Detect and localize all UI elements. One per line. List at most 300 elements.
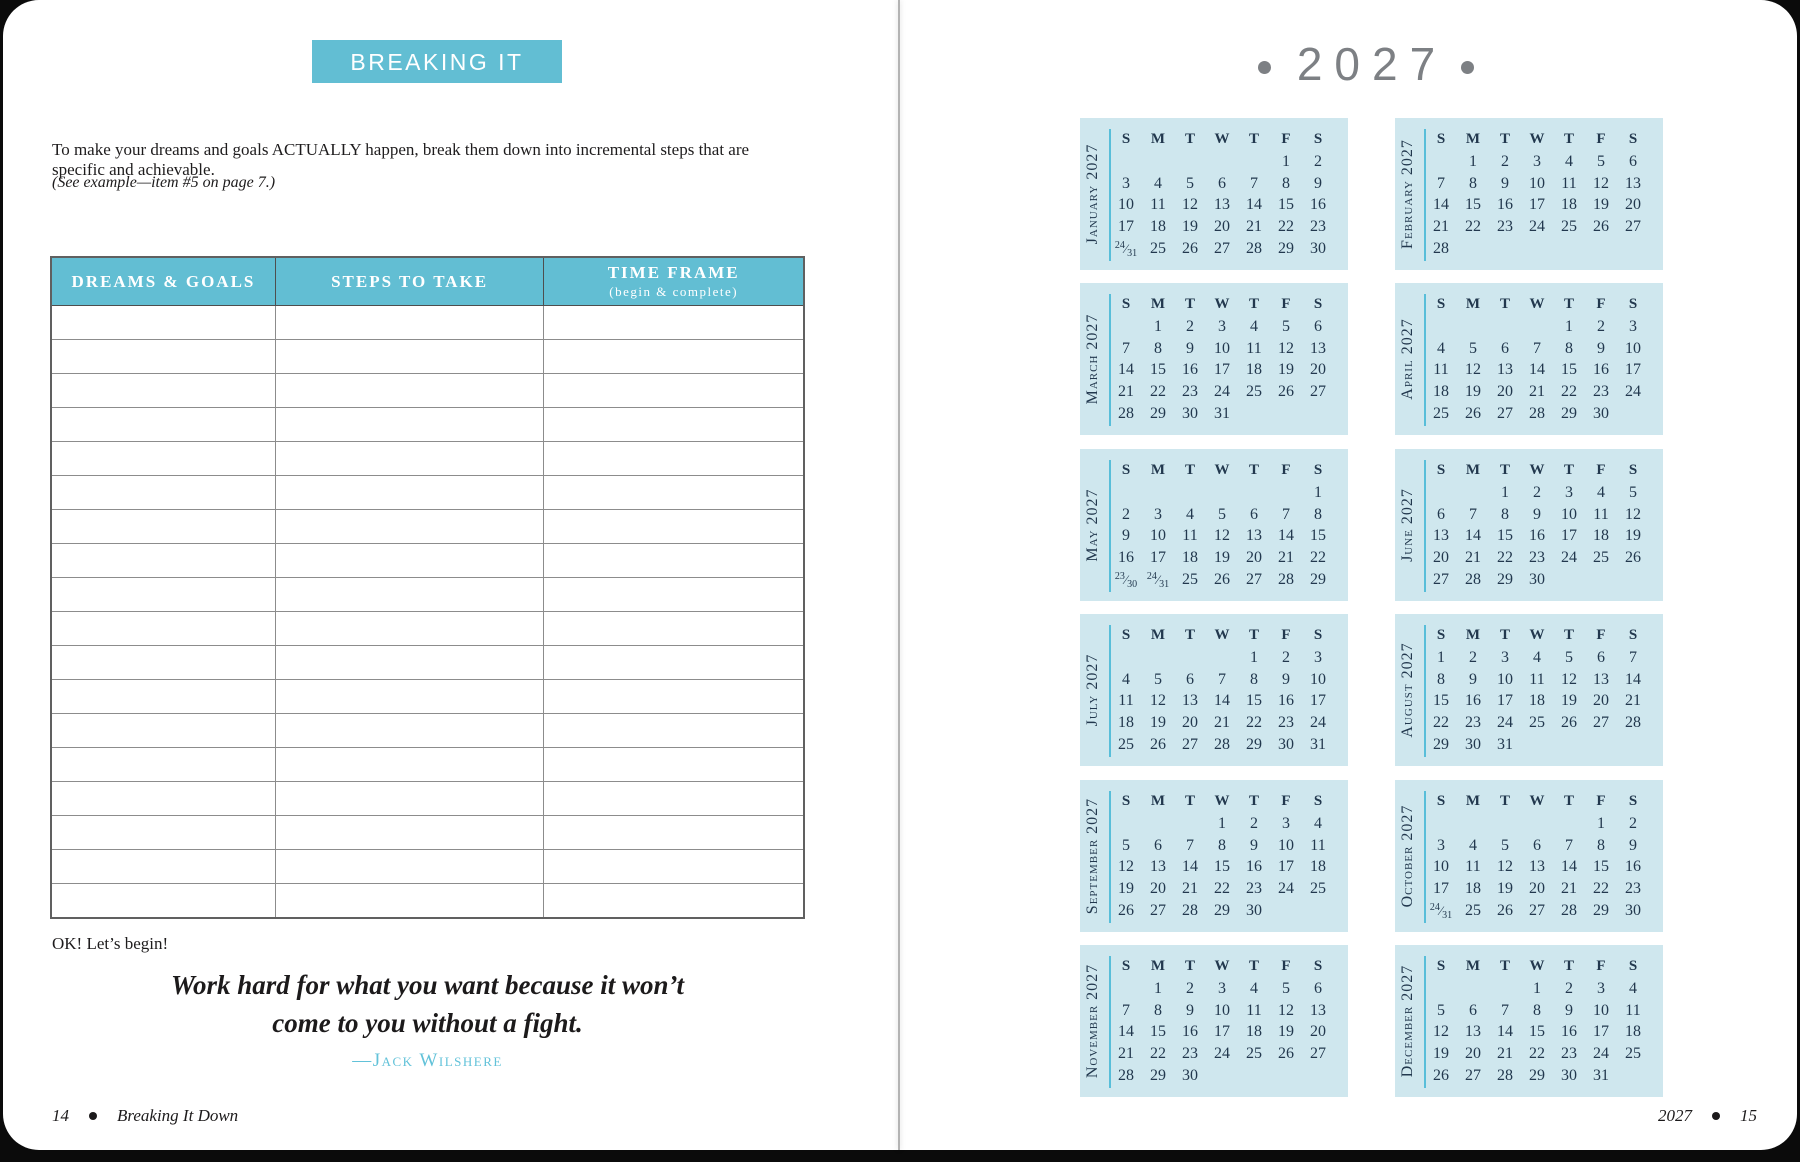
date-cell [1585,569,1617,591]
date-cell: 3 [1282,814,1290,832]
day-header: S [1436,296,1446,313]
date-cell: 7 [1565,836,1573,854]
date-cell: 6 [1218,174,1226,192]
date-cell: 2 [1282,648,1290,666]
date-cell: 25 [1529,714,1545,732]
date-cell: 19 [1497,880,1513,898]
date-cell: 28 [1529,405,1545,423]
date-cell: 28 [1246,240,1262,258]
day-header: T [1563,131,1574,148]
date-cell: 27 [1310,383,1326,401]
day-header: S [1313,131,1323,148]
day-header: W [1529,793,1545,810]
date-cell: 15 [1593,858,1609,876]
goals-table-cell [51,476,275,510]
day-header: F [1281,462,1291,479]
month-grid [1110,625,1334,756]
date-cell: 12 [1150,692,1166,710]
goals-table-row [51,578,804,612]
goals-table-cell [275,408,543,442]
date-cell: $^{24}$⁄31 [1146,570,1170,590]
date-cell: 22 [1150,1045,1166,1063]
month-grid [1425,625,1649,756]
goals-table-cell [51,748,275,782]
day-header: T [1184,627,1195,644]
date-cell: 4 [1597,483,1605,501]
date-cell: 11 [1246,339,1262,357]
date-cell: 21 [1625,692,1641,710]
date-cell: 24 [1593,1045,1609,1063]
date-cell: 21 [1214,714,1230,732]
date-cell: 25 [1310,880,1326,898]
date-cell: 25 [1246,1045,1262,1063]
date-cell: 26 [1118,902,1134,920]
right-page-number: 15 [1740,1106,1757,1125]
date-cell: 8 [1250,670,1258,688]
date-cell: 15 [1497,527,1513,545]
date-cell: 14 [1529,361,1545,379]
date-cell: 21 [1278,549,1294,567]
date-cell: 27 [1625,218,1641,236]
date-cell: 9 [1122,527,1130,545]
date-cell: 12 [1278,1001,1294,1019]
day-header: W [1214,793,1230,810]
goals-table-cell [544,476,804,510]
goals-table-cell [51,510,275,544]
goals-table-cell [275,782,543,816]
date-cell: 15 [1246,692,1262,710]
date-cell: 28 [1561,902,1577,920]
date-cell [1270,403,1302,425]
quote-text [50,966,805,1042]
day-header: S [1628,793,1638,810]
calendar-august-2027 [1395,614,1663,766]
date-cell: 1 [1218,814,1226,832]
date-cell: 14 [1278,527,1294,545]
day-header: W [1214,958,1230,975]
date-cell: 16 [1593,361,1609,379]
goals-table-row [51,748,804,782]
day-header: S [1628,131,1638,148]
date-cell: 4 [1629,979,1637,997]
date-cell: 8 [1469,174,1477,192]
date-cell: 26 [1625,549,1641,567]
date-cell: 18 [1529,692,1545,710]
date-cell: 17 [1278,858,1294,876]
date-cell: 21 [1118,1045,1134,1063]
date-cell: 23 [1465,714,1481,732]
day-header: S [1313,793,1323,810]
date-cell: 14 [1118,361,1134,379]
month-label: November 2027 [1084,963,1101,1079]
date-cell: 1 [1437,648,1445,666]
date-cell: 20 [1593,692,1609,710]
footer-bullet-icon [1712,1112,1720,1120]
day-header: S [1313,296,1323,313]
date-cell: 24 [1310,714,1326,732]
date-cell: 25 [1593,549,1609,567]
date-cell: 12 [1182,196,1198,214]
date-cell [1457,238,1489,260]
date-cell: 9 [1565,1001,1573,1019]
date-cell: 13 [1497,361,1513,379]
day-header: F [1596,131,1606,148]
date-cell: 24 [1214,383,1230,401]
date-cell: 2 [1314,152,1322,170]
date-cell [1270,900,1302,922]
date-cell: 3 [1122,174,1130,192]
date-cell: 4 [1250,979,1258,997]
date-cell: 5 [1501,836,1509,854]
date-cell: 1 [1565,317,1573,335]
date-cell: 14 [1182,858,1198,876]
day-header: F [1596,793,1606,810]
date-cell: 16 [1465,692,1481,710]
date-cell: 3 [1314,648,1322,666]
date-cell: 19 [1214,549,1230,567]
goals-table-row [51,476,804,510]
month-grid [1110,294,1334,425]
day-header: S [1121,131,1131,148]
date-cell: 5 [1565,648,1573,666]
goals-table-cell [544,578,804,612]
date-cell: 26 [1214,571,1230,589]
date-cell: 18 [1246,1023,1262,1041]
date-cell: 5 [1186,174,1194,192]
year-title-text: 2027 [1296,38,1448,90]
day-header: S [1121,296,1131,313]
day-header: S [1121,462,1131,479]
month-label: April 2027 [1399,318,1416,400]
date-cell: 23 [1561,1045,1577,1063]
date-cell [1425,813,1457,835]
date-cell: 12 [1433,1023,1449,1041]
date-cell [1457,813,1489,835]
intro-note: (See example—item #5 on page 7.) [52,174,276,191]
date-cell: 23 [1278,714,1294,732]
date-cell: 14 [1465,527,1481,545]
date-cell: 19 [1625,527,1641,545]
date-cell: 12 [1278,339,1294,357]
date-cell: 1 [1501,483,1509,501]
month-label: September 2027 [1084,797,1101,915]
date-cell: 30 [1529,571,1545,589]
day-header: S [1121,627,1131,644]
month-label: June 2027 [1399,488,1416,562]
date-cell: 14 [1118,1023,1134,1041]
goals-table-cell [51,306,275,340]
lets-begin-text: OK! Let’s begin! [52,934,169,953]
date-cell: 6 [1250,505,1258,523]
date-cell: 1 [1282,152,1290,170]
date-cell [1110,151,1142,173]
date-cell: 21 [1118,383,1134,401]
date-cell: 29 [1150,1067,1166,1085]
goals-table-cell [275,646,543,680]
day-header: M [1465,462,1481,479]
date-cell: 27 [1465,1067,1481,1085]
month-grid [1425,791,1649,922]
goals-table-cell [544,408,804,442]
date-cell [1617,403,1649,425]
date-cell: 11 [1150,196,1166,214]
date-cell: 30 [1182,1067,1198,1085]
calendar-december-2027 [1395,945,1663,1097]
date-cell: 13 [1433,527,1449,545]
goals-table-cell [544,748,804,782]
date-cell: 13 [1150,858,1166,876]
date-cell [1142,813,1174,835]
date-cell: 21 [1246,218,1262,236]
month-label: October 2027 [1399,804,1416,908]
goals-table-cell [51,612,275,646]
date-cell [1521,734,1553,756]
date-cell: 4 [1565,152,1573,170]
date-cell: 26 [1278,383,1294,401]
date-cell: 17 [1150,549,1166,567]
date-cell: 18 [1465,880,1481,898]
date-cell [1110,813,1142,835]
date-cell: 10 [1433,858,1449,876]
col-header-steps-to-take: STEPS TO TAKE [275,257,543,306]
date-cell: 7 [1469,505,1477,523]
date-cell: 10 [1214,1001,1230,1019]
date-cell: 6 [1314,979,1322,997]
date-cell: 30 [1593,405,1609,423]
date-cell [1425,151,1457,173]
goals-table-cell [275,884,543,919]
date-cell: 6 [1186,670,1194,688]
date-cell: 6 [1533,836,1541,854]
day-header: T [1248,462,1259,479]
date-cell: 8 [1218,836,1226,854]
date-cell: 10 [1529,174,1545,192]
date-cell: 27 [1310,1045,1326,1063]
date-cell [1174,813,1206,835]
day-header: T [1248,627,1259,644]
day-header: M [1465,793,1481,810]
date-cell: 3 [1629,317,1637,335]
date-cell: 5 [1437,1001,1445,1019]
date-cell: 3 [1437,836,1445,854]
date-cell: 8 [1501,505,1509,523]
date-cell [1521,316,1553,338]
date-cell: 7 [1122,339,1130,357]
goals-table-cell [275,612,543,646]
goals-table-cell [275,816,543,850]
date-cell: 4 [1533,648,1541,666]
date-cell: 5 [1282,979,1290,997]
date-cell: 15 [1150,361,1166,379]
date-cell: 21 [1529,383,1545,401]
calendar-september-2027 [1080,780,1348,932]
goals-table-cell [275,340,543,374]
day-header: M [1465,131,1481,148]
date-cell: 20 [1150,880,1166,898]
date-cell: $^{23}$⁄30 [1114,570,1138,590]
date-cell: 19 [1278,1023,1294,1041]
day-header: T [1248,958,1259,975]
date-cell: $^{24}$⁄31 [1429,901,1453,921]
date-cell: 9 [1501,174,1509,192]
date-cell: 3 [1565,483,1573,501]
left-footer-section: Breaking It Down [117,1106,239,1125]
date-cell: 2 [1250,814,1258,832]
day-header: T [1499,462,1510,479]
date-cell: 22 [1278,218,1294,236]
date-cell: 20 [1310,361,1326,379]
date-cell: 17 [1593,1023,1609,1041]
calendar-march-2027 [1080,283,1348,435]
date-cell: 17 [1561,527,1577,545]
date-cell: 15 [1150,1023,1166,1041]
date-cell: 5 [1122,836,1130,854]
date-cell: 6 [1469,1001,1477,1019]
goals-table-row [51,306,804,340]
date-cell: 29 [1150,405,1166,423]
page-fold [898,0,900,1150]
date-cell: 31 [1497,736,1513,754]
goals-table-cell [544,442,804,476]
goals-table-row [51,646,804,680]
day-header: S [1436,131,1446,148]
date-cell: 22 [1497,549,1513,567]
date-cell [1617,734,1649,756]
goals-table-row [51,544,804,578]
date-cell [1238,151,1270,173]
goals-table-header-row [51,257,804,306]
goals-table-cell [275,680,543,714]
date-cell: 30 [1465,736,1481,754]
date-cell: 5 [1154,670,1162,688]
date-cell: 15 [1529,1023,1545,1041]
goals-table-cell [544,680,804,714]
day-header: W [1214,627,1230,644]
date-cell: 16 [1118,549,1134,567]
date-cell [1110,978,1142,1000]
time-frame-label: TIME FRAME [607,263,740,282]
date-cell: 25 [1118,736,1134,754]
year-title [1166,36,1566,92]
date-cell: 1 [1154,979,1162,997]
date-cell: 9 [1469,670,1477,688]
date-cell: 27 [1246,571,1262,589]
date-cell: 23 [1625,880,1641,898]
date-cell: 8 [1565,339,1573,357]
date-cell: 16 [1182,361,1198,379]
date-cell: 10 [1278,836,1294,854]
day-header: F [1281,131,1291,148]
day-header: W [1214,131,1230,148]
date-cell: 8 [1282,174,1290,192]
date-cell: 28 [1214,736,1230,754]
date-cell: 6 [1629,152,1637,170]
date-cell: 9 [1186,1001,1194,1019]
day-header: S [1628,627,1638,644]
goals-table-cell [275,306,543,340]
date-cell: 30 [1625,902,1641,920]
day-header: T [1184,958,1195,975]
quote-line-2: come to you without a fight. [272,1008,583,1038]
calendar-april-2027 [1395,283,1663,435]
date-cell: 27 [1214,240,1230,258]
goals-table-row [51,884,804,919]
date-cell: 7 [1533,339,1541,357]
goals-table-row [51,850,804,884]
date-cell: 4 [1437,339,1445,357]
date-cell [1425,482,1457,504]
date-cell: 8 [1314,505,1322,523]
date-cell: 18 [1182,549,1198,567]
date-cell: 7 [1501,1001,1509,1019]
date-cell: 14 [1246,196,1262,214]
date-cell: 4 [1154,174,1162,192]
date-cell: 16 [1246,858,1262,876]
date-cell: 4 [1469,836,1477,854]
date-cell: 12 [1561,670,1577,688]
title-right-dot-icon [1461,61,1474,74]
date-cell: 26 [1433,1067,1449,1085]
date-cell: 20 [1465,1045,1481,1063]
date-cell: 1 [1314,483,1322,501]
date-cell [1302,900,1334,922]
date-cell: 17 [1625,361,1641,379]
date-cell: 23 [1246,880,1262,898]
date-cell: 24 [1625,383,1641,401]
date-cell: 3 [1154,505,1162,523]
day-header: W [1214,462,1230,479]
goals-table-cell [275,476,543,510]
date-cell: 19 [1118,880,1134,898]
date-cell [1521,813,1553,835]
date-cell: 14 [1497,1023,1513,1041]
date-cell: 27 [1433,571,1449,589]
date-cell: 29 [1214,902,1230,920]
date-cell: 25 [1465,902,1481,920]
calendar-june-2027 [1395,449,1663,601]
date-cell [1489,238,1521,260]
date-cell: 7 [1629,648,1637,666]
date-cell: 19 [1465,383,1481,401]
month-label: May 2027 [1084,488,1101,562]
date-cell [1302,403,1334,425]
date-cell: 13 [1529,858,1545,876]
month-grid [1110,129,1334,260]
date-cell [1617,569,1649,591]
date-cell: 9 [1629,836,1637,854]
date-cell: 20 [1625,196,1641,214]
date-cell [1270,482,1302,504]
date-cell: 10 [1561,505,1577,523]
date-cell: 17 [1497,692,1513,710]
date-cell: 8 [1154,339,1162,357]
month-label: December 2027 [1399,964,1416,1078]
date-cell: 30 [1310,240,1326,258]
date-cell: 21 [1561,880,1577,898]
date-cell: 12 [1118,858,1134,876]
date-cell: 8 [1533,1001,1541,1019]
date-cell: 22 [1310,549,1326,567]
date-cell [1457,316,1489,338]
col-header-dreams-goals: DREAMS & GOALS [51,257,275,306]
section-banner: BREAKING IT DOWN [312,40,562,83]
month-grid [1425,460,1649,591]
date-cell: 31 [1593,1067,1609,1085]
date-cell [1110,482,1142,504]
date-cell: 20 [1497,383,1513,401]
date-cell [1553,569,1585,591]
left-page-number: 14 [52,1106,69,1125]
